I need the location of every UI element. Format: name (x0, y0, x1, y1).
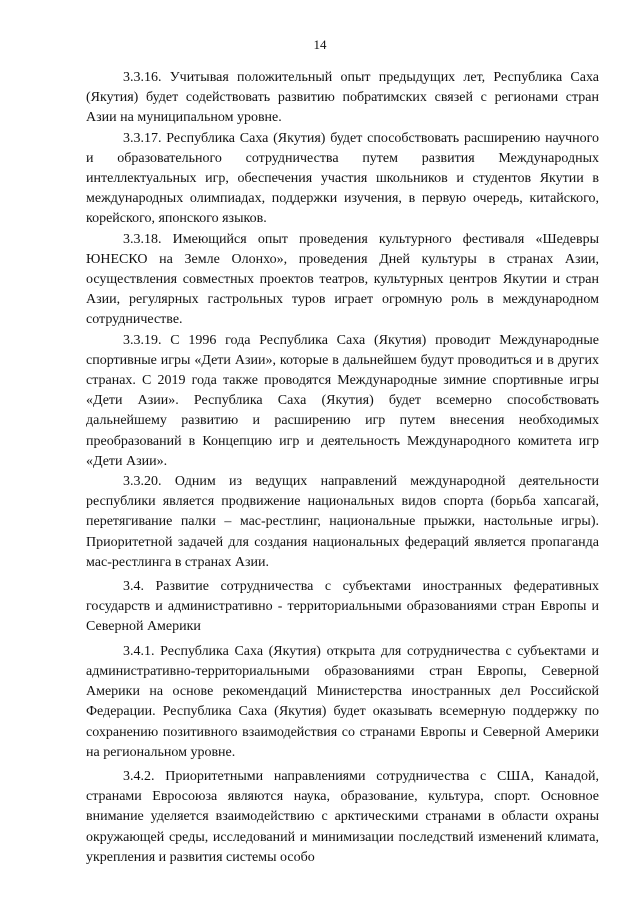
paragraph-3-4-2: 3.4.2. Приоритетными направлениями сотрудничества с США, Канадой, странами Евросоюза являются наука, образование, культура, спорт. Основное внимание уделяется взаимодействию с арктическими странами в области охраны окружающей среды, исследований и минимизации последствий изменений климата, укрепления и развития системы особо (86, 768, 599, 865)
paragraph-3-4-1: 3.4.1. Республика Саха (Якутия) открыта для сотрудничества с субъектами и административно-территориальными образованиями стран Европы, Северной Америки на основе рекомендаций Министерства иностранных дел Российской Федерации. Республика Саха (Якутия) будет оказывать всемерную поддержку по сохранению позитивного взаимодействия со странами Европы и Северной Америки на региональном уровне. (86, 643, 599, 760)
paragraph-3-3-19: 3.3.19. С 1996 года Республика Саха (Якутия) проводит Международные спортивные игры «Дети Азии», которые в дальнейшем будут проводиться и в других странах. С 2019 года также проводятся Международные зимние спортивные игры «Дети Азии». Республика Саха (Якутия) будет всемерно способствовать дальнейшему развитию и расширению игр путем внесения необходимых преобразований в Концепцию игр и деятельность Международного комитета игр «Дети Азии». (86, 332, 599, 469)
paragraph-3-3-20: 3.3.20. Одним из ведущих направлений международной деятельности республики является продвижение национальных видов спорта (борьба хапсагай, перетягивание палки – мас-рестлинг, национальные прыжки, настольные игры). Приоритетной задачей для создания национальных федераций является пропаганда мас-рестлинга в странах Азии. (86, 474, 599, 570)
paragraph-3-3-17: 3.3.17. Республика Саха (Якутия) будет способствовать расширению научного и образовательного сотрудничества путем развития Международных интеллектуальных игр, обеспечения участия школьников и студентов Якутии в международных олимпиадах, поддержки изучения, в первую очередь, китайского, корейского, японского языков. (86, 130, 599, 227)
document-body (86, 68, 599, 868)
section-heading-3-4: 3.4. Развитие сотрудничества с субъектами иностранных федеративных государств и административно - территориальными образованиями стран Европы и Северной Америки (86, 579, 599, 635)
paragraph-3-3-16: 3.3.16. Учитывая положительный опыт предыдущих лет, Республика Саха (Якутия) будет содействовать развитию побратимских связей с регионами стран Азии на муниципальном уровне. (86, 70, 599, 126)
paragraph-3-3-18: 3.3.18. Имеющийся опыт проведения культурного фестиваля «Шедевры ЮНЕСКО на Земле Олонхо», проведения Дней культуры в странах Азии, осуществления совместных проектов театров, культурных центров Якутии и стран Азии, регулярных гастрольных туров играет огромную роль в международном сотрудничестве. (86, 231, 599, 328)
page-number: 14 (313, 37, 327, 52)
